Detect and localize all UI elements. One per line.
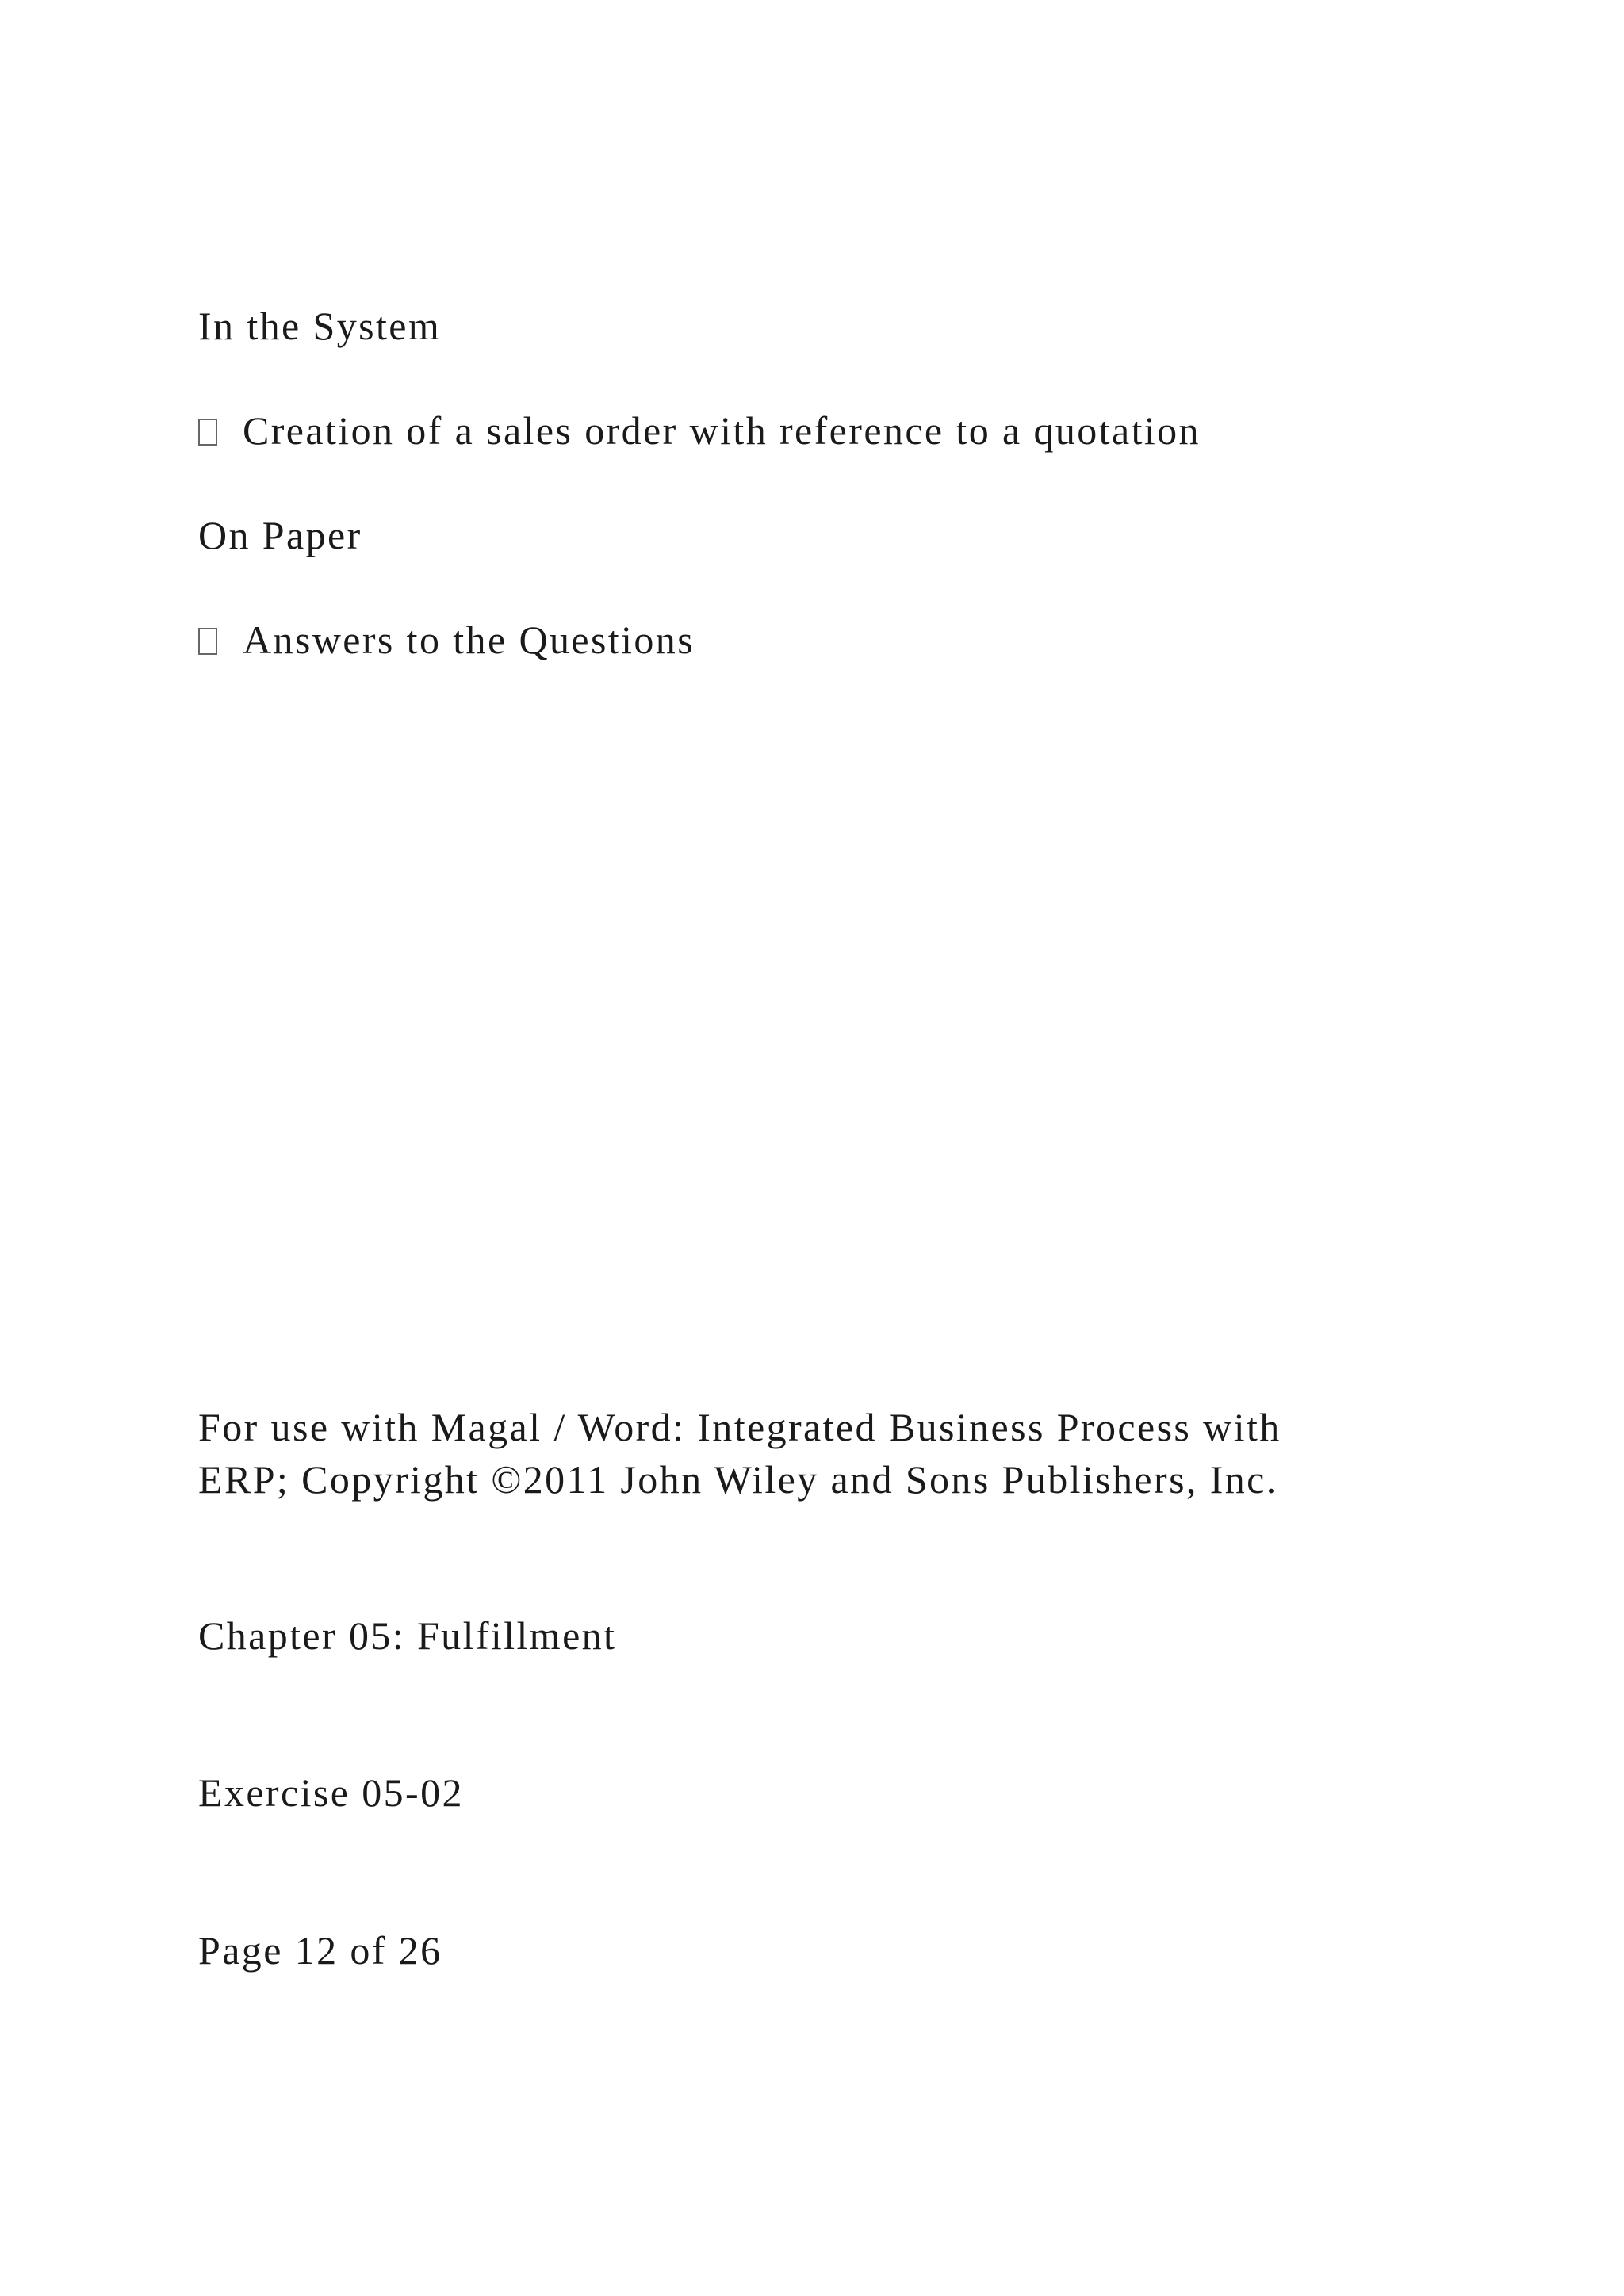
checkbox-bullet-icon: [198, 628, 217, 655]
copyright-line-2: ERP; Copyright ©2011 John Wiley and Sons Publishers, Inc.: [198, 1457, 1278, 1502]
on-paper-list-item: [198, 614, 695, 666]
checkbox-bullet-icon: [198, 419, 217, 446]
chapter-label: Chapter 05: Fulfillment: [198, 1613, 617, 1658]
on-paper-item-text: Answers to the Questions: [243, 618, 695, 662]
in-the-system-list-item: [198, 404, 1201, 457]
copyright-line-1: For use with Magal / Word: Integrated Business Process with: [198, 1405, 1281, 1449]
page-number: Page 12 of 26: [198, 1928, 442, 1973]
on-paper-heading: On Paper: [198, 513, 362, 557]
in-the-system-heading: In the System: [198, 304, 442, 348]
exercise-label: Exercise 05-02: [198, 1770, 464, 1815]
in-the-system-item-text: Creation of a sales order with reference to a quotation: [243, 408, 1201, 453]
